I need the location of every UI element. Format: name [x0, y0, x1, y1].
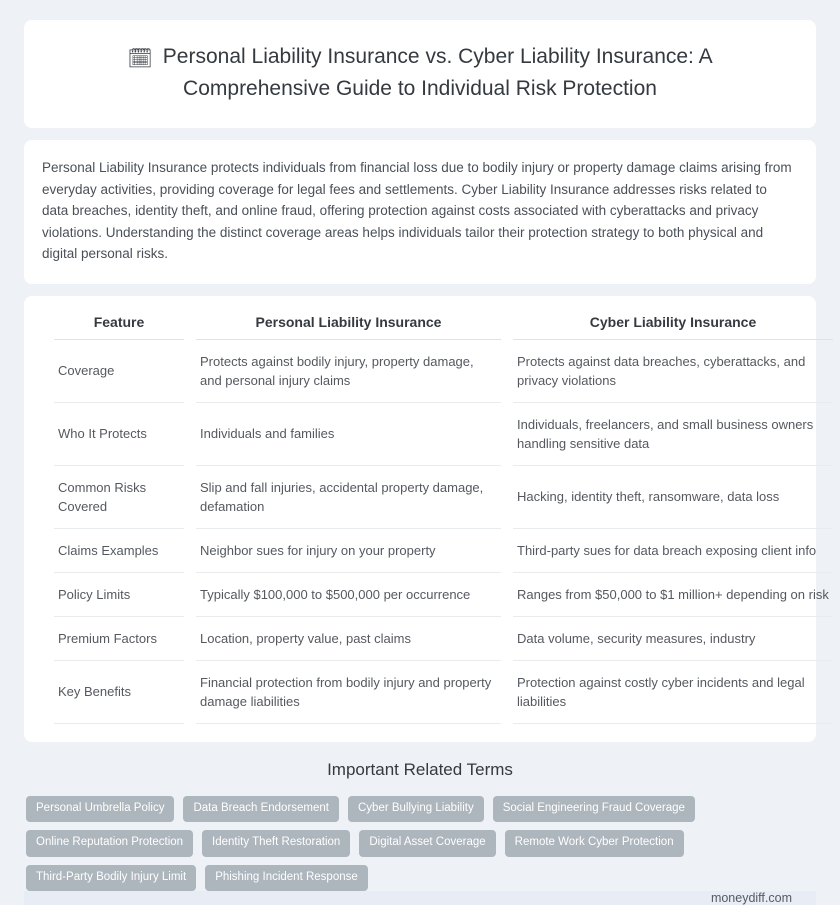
cell-personal: Protects against bodily injury, property damage, and personal injury claims	[196, 340, 501, 403]
table-header-row	[54, 310, 833, 340]
term-pill[interactable]: Social Engineering Fraud Coverage	[493, 796, 695, 823]
footer-site-label: moneydiff.com	[710, 891, 792, 905]
term-pill[interactable]: Data Breach Endorsement	[183, 796, 339, 823]
description-card	[24, 140, 816, 284]
comparison-table	[42, 310, 840, 724]
table-row	[54, 617, 833, 661]
cell-feature: Premium Factors	[54, 617, 184, 661]
cell-feature: Coverage	[54, 340, 184, 403]
cell-cyber: Protection against costly cyber incidents and legal liabilities	[513, 661, 833, 724]
description-text: Personal Liability Insurance protects individuals from financial loss due to bodily injury or property damage claims arising from everyday activities, providing coverage for legal fees and settlements. Cyber Liability Insurance addresses risks related to data breaches, identity theft, and online fraud, offering protection against costs associated with cyberattacks and privacy violations. Understanding the distinct coverage areas helps individuals tailor their protection strategy to both physical and digital personal risks.	[42, 160, 792, 261]
footer-bar	[24, 891, 816, 905]
table-row	[54, 529, 833, 573]
page-title	[84, 42, 756, 104]
cell-personal: Neighbor sues for injury on your property	[196, 529, 501, 573]
cell-cyber: Hacking, identity theft, ransomware, data loss	[513, 466, 833, 529]
cell-personal: Financial protection from bodily injury and property damage liabilities	[196, 661, 501, 724]
column-header-cyber-liability: Cyber Liability Insurance	[513, 310, 833, 340]
cell-cyber: Third-party sues for data breach exposing client info	[513, 529, 833, 573]
cell-feature: Policy Limits	[54, 573, 184, 617]
table-body	[54, 340, 833, 724]
cell-cyber: Ranges from $50,000 to $1 million+ depending on risk	[513, 573, 833, 617]
table-row	[54, 466, 833, 529]
cell-feature: Key Benefits	[54, 661, 184, 724]
term-pill[interactable]: Online Reputation Protection	[26, 830, 193, 857]
cell-cyber: Protects against data breaches, cyberattacks, and privacy violations	[513, 340, 833, 403]
page-title-line-1	[84, 42, 756, 74]
table-row	[54, 340, 833, 403]
term-pill[interactable]: Personal Umbrella Policy	[26, 796, 174, 823]
column-header-personal-liability: Personal Liability Insurance	[196, 310, 501, 340]
table-row	[54, 573, 833, 617]
cell-personal: Slip and fall injuries, accidental property damage, defamation	[196, 466, 501, 529]
cell-feature: Claims Examples	[54, 529, 184, 573]
term-pill[interactable]: Remote Work Cyber Protection	[505, 830, 684, 857]
related-terms-section	[24, 760, 816, 892]
cell-personal: Location, property value, past claims	[196, 617, 501, 661]
table-row	[54, 403, 833, 466]
term-pill[interactable]: Cyber Bullying Liability	[348, 796, 484, 823]
cell-feature: Common Risks Covered	[54, 466, 184, 529]
table-row	[54, 661, 833, 724]
cell-personal: Typically $100,000 to $500,000 per occurrence	[196, 573, 501, 617]
comparison-table-card	[24, 296, 829, 742]
term-pill[interactable]: Identity Theft Restoration	[202, 830, 350, 857]
cell-personal: Individuals and families	[196, 403, 501, 466]
term-pill[interactable]: Third-Party Bodily Injury Limit	[26, 865, 196, 892]
related-terms-list	[26, 796, 814, 892]
term-pill[interactable]: Phishing Incident Response	[205, 865, 368, 892]
related-terms-title: Important Related Terms	[327, 759, 513, 779]
table-head	[54, 310, 833, 340]
column-header-feature: Feature	[54, 310, 184, 340]
term-pill[interactable]: Digital Asset Coverage	[359, 830, 495, 857]
cell-cyber: Data volume, security measures, industry	[513, 617, 833, 661]
title-card	[24, 20, 816, 128]
cell-cyber: Individuals, freelancers, and small business owners handling sensitive data	[513, 403, 833, 466]
cell-feature: Who It Protects	[54, 403, 184, 466]
page-title-text-1: Personal Liability Insurance vs. Cyber Liability Insurance: A	[162, 45, 713, 68]
calendar-icon: 🗓	[127, 48, 153, 70]
page-title-line-2: Comprehensive Guide to Individual Risk Protection	[183, 77, 657, 100]
